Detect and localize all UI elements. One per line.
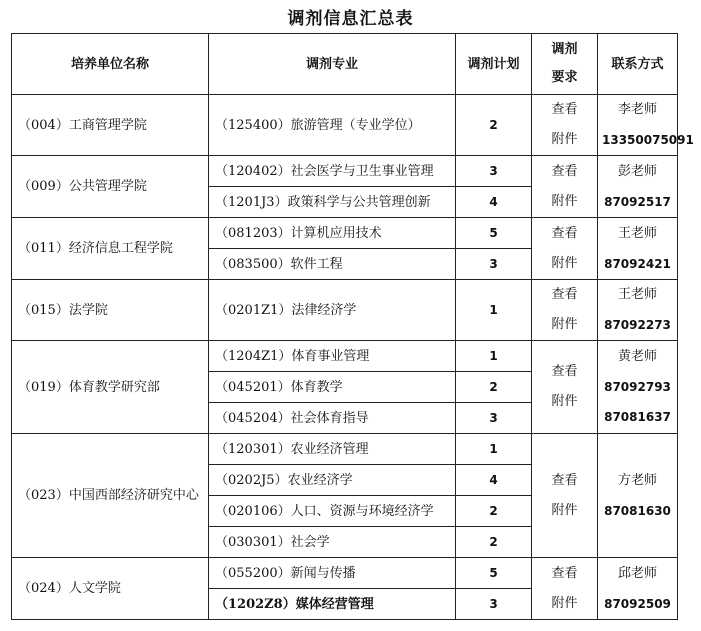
- major-name: （045204）社会体育指导: [209, 403, 456, 434]
- unit-name: （004）工商管理学院: [12, 95, 209, 156]
- contact-person: 彭老师: [617, 163, 657, 179]
- plan-count: 2: [456, 95, 532, 156]
- major-name: （083500）软件工程: [209, 249, 456, 280]
- major-name: （030301）社会学: [209, 527, 456, 558]
- contact-phone: 87092273: [604, 318, 671, 332]
- major-name: （125400）旅游管理（专业学位）: [209, 95, 456, 156]
- plan-count: 1: [456, 434, 532, 465]
- plan-count: 2: [456, 372, 532, 403]
- major-name: （120402）社会医学与卫生事业管理: [209, 156, 456, 187]
- major-name: （1201J3）政策科学与公共管理创新: [209, 187, 456, 218]
- view-attachment-link[interactable]: 查看: [551, 163, 578, 179]
- attachment-label[interactable]: 附件: [551, 595, 578, 611]
- unit-name: （009）公共管理学院: [12, 156, 209, 218]
- major-name: （081203）计算机应用技术: [209, 218, 456, 249]
- table-header-row: [12, 34, 678, 95]
- major-name: （0201Z1）法律经济学: [209, 280, 456, 341]
- header-requirement-line2: 要求: [551, 70, 578, 85]
- view-attachment-link[interactable]: 查看: [551, 565, 578, 581]
- table-row: [12, 341, 678, 372]
- unit-name: （019）体育教学研究部: [12, 341, 209, 434]
- major-name: （020106）人口、资源与环境经济学: [209, 496, 456, 527]
- view-attachment-link[interactable]: 查看: [551, 287, 578, 302]
- contact-person: 李老师: [617, 102, 657, 117]
- contact-cell: [598, 434, 678, 558]
- view-attachment-link[interactable]: 查看: [551, 364, 578, 379]
- requirement-cell[interactable]: [532, 218, 598, 280]
- requirement-cell[interactable]: [532, 434, 598, 558]
- plan-count: 1: [456, 341, 532, 372]
- header-plan: 调剂计划: [456, 34, 532, 95]
- view-attachment-link[interactable]: 查看: [551, 472, 578, 488]
- contact-cell: [598, 341, 678, 434]
- page-title: 调剂信息汇总表: [287, 9, 414, 29]
- requirement-cell[interactable]: [532, 156, 598, 218]
- plan-count: 3: [456, 589, 532, 620]
- plan-count: 1: [456, 280, 532, 341]
- requirement-cell[interactable]: [532, 341, 598, 434]
- table-row: [12, 218, 678, 249]
- unit-name: （024）人文学院: [12, 558, 209, 620]
- plan-count: 5: [456, 558, 532, 589]
- major-name: （120301）农业经济管理: [209, 434, 456, 465]
- contact-phone: 87081637: [604, 410, 671, 424]
- major-name: （045201）体育教学: [209, 372, 456, 403]
- contact-phone: 87092421: [604, 256, 671, 271]
- contact-person: 邱老师: [617, 565, 657, 581]
- contact-cell: [598, 280, 678, 341]
- contact-person: 黄老师: [617, 349, 657, 364]
- contact-person: 方老师: [617, 472, 657, 488]
- view-attachment-link[interactable]: 查看: [551, 102, 578, 117]
- contact-cell: [598, 558, 678, 620]
- unit-name: （011）经济信息工程学院: [12, 218, 209, 280]
- header-unit: 培养单位名称: [12, 34, 209, 95]
- major-name: （0202J5）农业经济学: [209, 465, 456, 496]
- attachment-label[interactable]: 附件: [551, 394, 578, 409]
- contact-cell: [598, 218, 678, 280]
- plan-count: 3: [456, 403, 532, 434]
- requirement-cell[interactable]: [532, 280, 598, 341]
- header-contact: 联系方式: [598, 34, 678, 95]
- contact-phone: 87081630: [604, 503, 671, 518]
- plan-count: 2: [456, 527, 532, 558]
- requirement-cell[interactable]: [532, 95, 598, 156]
- table-row: [12, 434, 678, 465]
- attachment-label[interactable]: 附件: [551, 193, 578, 209]
- contact-cell: [598, 156, 678, 218]
- header-requirement: [532, 34, 598, 95]
- contact-cell: [598, 95, 694, 156]
- unit-name: （023）中国西部经济研究中心: [12, 434, 209, 558]
- plan-count: 3: [456, 156, 532, 187]
- major-name: （055200）新闻与传播: [209, 558, 456, 589]
- attachment-label[interactable]: 附件: [551, 502, 578, 518]
- plan-count: 5: [456, 218, 532, 249]
- header-major: 调剂专业: [209, 34, 456, 95]
- plan-count: 2: [456, 496, 532, 527]
- plan-count: 4: [456, 187, 532, 218]
- major-name: （1202Z8）媒体经营管理: [209, 589, 456, 620]
- plan-count: 3: [456, 249, 532, 280]
- view-attachment-link[interactable]: 查看: [551, 225, 578, 241]
- requirement-cell[interactable]: [532, 558, 598, 620]
- attachment-label[interactable]: 附件: [551, 317, 578, 332]
- contact-person: 王老师: [617, 287, 657, 302]
- contact-person: 王老师: [617, 225, 657, 241]
- contact-phone: 87092517: [604, 194, 671, 209]
- header-requirement-line1: 调剂: [551, 42, 578, 57]
- table-row: [12, 156, 678, 187]
- contact-phone: 87092509: [604, 596, 671, 611]
- table-row: [12, 558, 678, 589]
- unit-name: （015）法学院: [12, 280, 209, 341]
- major-name: （1204Z1）体育事业管理: [209, 341, 456, 372]
- contact-phone: 87092793: [604, 380, 671, 394]
- transfer-info-table: [11, 33, 694, 620]
- attachment-label[interactable]: 附件: [551, 255, 578, 271]
- contact-phone: 13350075091: [602, 133, 694, 147]
- plan-count: 4: [456, 465, 532, 496]
- attachment-label[interactable]: 附件: [551, 132, 578, 147]
